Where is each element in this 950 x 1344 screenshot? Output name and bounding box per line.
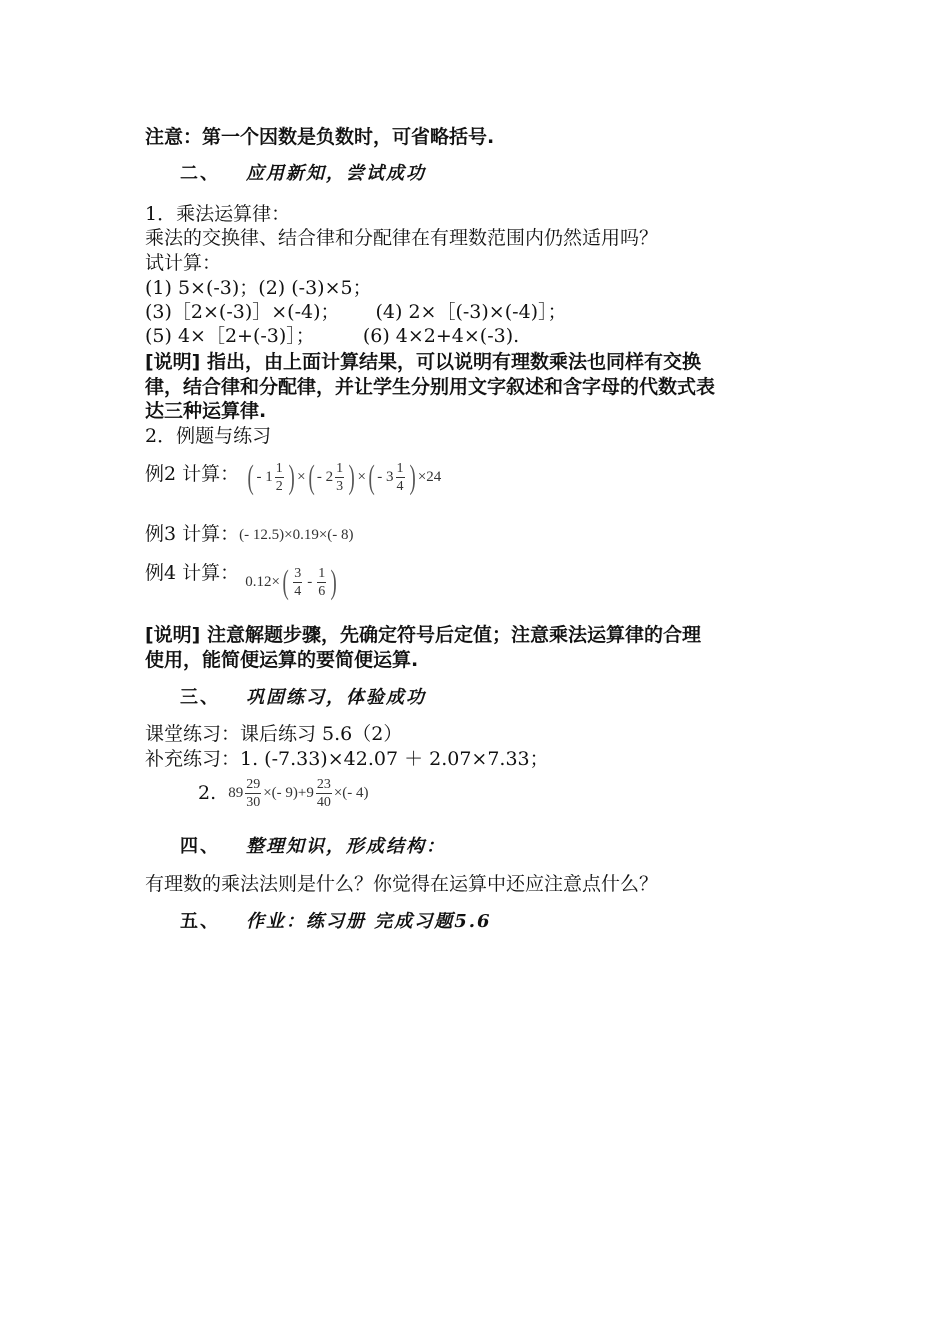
ex2-frac-1: $\frac{1}{2}$	[275, 461, 283, 494]
section-5-heading	[180, 909, 492, 934]
summary-question: 有理数的乘法法则是什么？你觉得在运算中还应注意点什么？	[145, 873, 659, 895]
example-3-expression: (- 12.5)×0.19×(- 8)	[239, 526, 354, 543]
section-4-title: 整理知识，形成结构：	[246, 836, 446, 857]
practice-line-3	[198, 776, 369, 811]
section-3-number: 三、	[180, 687, 220, 708]
calc-4: (4) 2×［(-3)×(-4)］；	[375, 301, 567, 323]
calc-3: (3)［2×(-3)］×(-4)；	[145, 301, 340, 323]
question-line: 乘法的交换律、结合律和分配律在有理数范围内仍然适用吗？	[145, 227, 659, 249]
explain-1-line-1: [说明] 指出，由上面计算结果，可以说明有理数乘法也同样有交换	[145, 351, 701, 373]
section-5-number: 五、	[180, 911, 220, 932]
section-2-number: 二、	[180, 163, 220, 184]
ex2-tail: ×24	[417, 469, 442, 485]
ex2-frac-3: $\frac{1}{4}$	[396, 461, 404, 494]
practice-3-middle: ×(- 9)+9	[263, 785, 314, 801]
section-5-title: 作业：练习册 完成习题5.6	[246, 911, 492, 932]
try-calc-label: 试计算：	[145, 252, 222, 274]
section-2-title: 应用新知，尝试成功	[246, 163, 426, 184]
section-2-heading	[180, 161, 426, 186]
example-3	[145, 522, 354, 548]
explain-2-line-2: 使用，能简便运算的要简便运算.	[145, 649, 419, 671]
item-1-title: 1．乘法运算律：	[145, 203, 291, 225]
ex2-term-2: - 2	[316, 469, 334, 485]
ex2-frac-2: $\frac{1}{3}$	[336, 461, 344, 494]
section-4-number: 四、	[180, 836, 220, 857]
ex4-frac-1: $\frac{3}{4}$	[294, 566, 302, 599]
example-3-label: 例3 计算：	[145, 523, 240, 545]
item-2-title: 2．例题与练习	[145, 425, 272, 447]
calc-row-2	[145, 300, 567, 325]
calc-6: (6) 4×2+4×(-3).	[362, 325, 520, 347]
ex4-minus: -	[307, 574, 313, 590]
example-2-label: 例2 计算：	[145, 463, 240, 485]
calc-row-3	[145, 324, 519, 349]
ex2-term-3: - 3	[377, 469, 394, 485]
explain-1-line-2: 律，结合律和分配律，并让学生分别用文字叙述和含字母的代数式表	[145, 376, 716, 398]
example-4-expression: 0.12× ( $\frac{3}{4}$ - $\frac{1}{6}$ )	[245, 563, 338, 601]
example-4	[145, 561, 340, 600]
practice-3-expression	[228, 776, 368, 811]
practice-3-frac-1: $\frac{29}{30}$	[246, 777, 261, 810]
ex2-times-1: ×	[297, 469, 306, 485]
ex4-prefix: 0.12×	[245, 574, 280, 590]
note-line: 注意：第一个因数是负数时，可省略括号.	[145, 126, 495, 148]
ex2-term-1: - 1	[256, 469, 273, 485]
example-2-expression: ( - 1 $\frac{1}{2}$ ) × ( - 2 $\frac{1}{3}$ ) × ( - 3 $\frac{1}{4}$ ) ×24	[247, 458, 442, 496]
ex4-frac-2: $\frac{1}{6}$	[318, 566, 326, 599]
practice-3-end: ×(- 4)	[333, 785, 369, 801]
practice-line-2: 补充练习：1. (-7.33)×42.07 ＋ 2.07×7.33；	[145, 748, 549, 770]
calc-row-1: (1) 5×(-3)；(2) (-3)×5；	[145, 277, 372, 299]
explain-1-line-3: 达三种运算律.	[145, 400, 267, 422]
section-3-title: 巩固练习，体验成功	[246, 687, 426, 708]
practice-3-whole-1: 89	[228, 785, 244, 801]
example-2	[145, 458, 442, 496]
example-4-label: 例4 计算：	[145, 562, 240, 584]
practice-3-frac-2: $\frac{23}{40}$	[316, 777, 331, 810]
explain-2-line-1: [说明] 注意解题步骤，先确定符号后定值；注意乘法运算律的合理	[145, 624, 701, 646]
section-4-heading	[180, 834, 446, 859]
section-3-heading	[180, 685, 426, 710]
practice-3-label: 2.	[198, 782, 217, 804]
calc-5: (5) 4×［2+(-3)］；	[145, 325, 315, 347]
ex2-times-2: ×	[357, 469, 366, 485]
practice-line-1: 课堂练习：课后练习 5.6（2）	[145, 723, 403, 745]
